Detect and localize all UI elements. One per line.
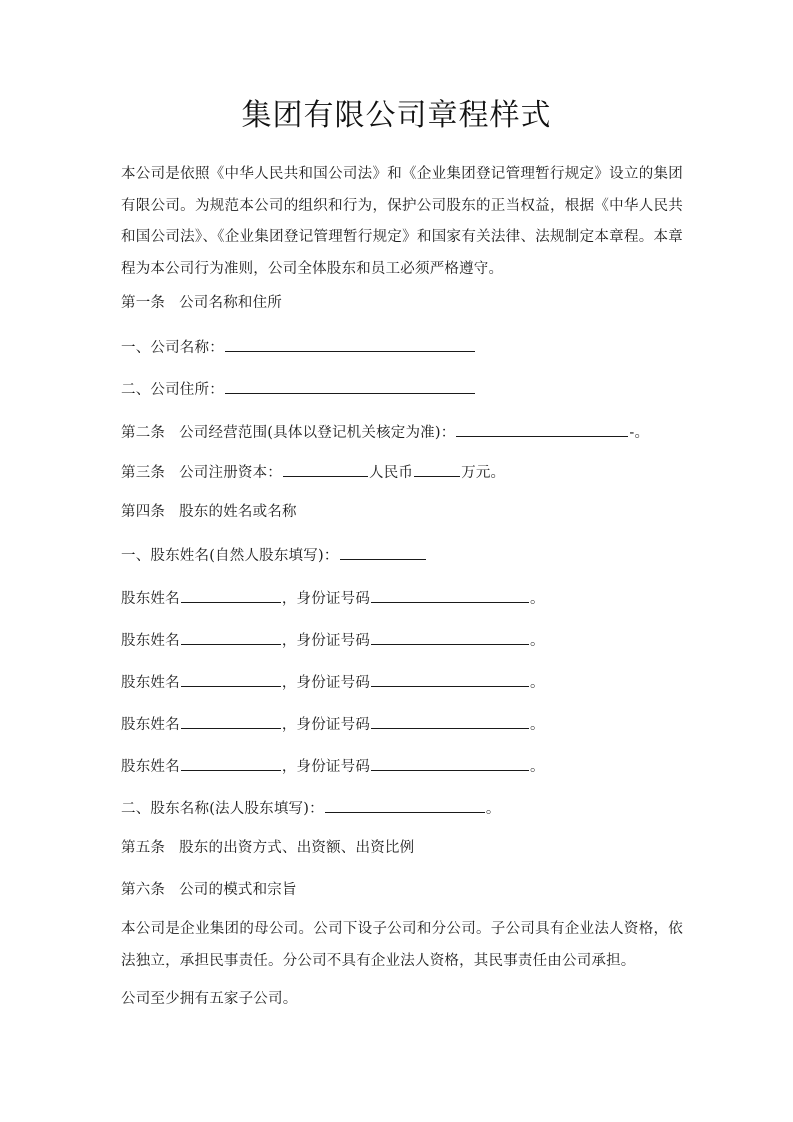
line-end: 。	[530, 591, 545, 607]
id-number-label: 身份证号码	[296, 633, 371, 649]
separator: ，	[281, 759, 297, 775]
separator: ，	[281, 633, 297, 649]
article-title: 公司的模式和宗旨	[179, 882, 297, 898]
article-3-heading	[121, 461, 505, 483]
id-number-blank[interactable]	[371, 671, 529, 687]
id-number-blank[interactable]	[371, 755, 529, 771]
capital-amount-blank[interactable]	[414, 461, 460, 477]
line-end: 。	[485, 801, 501, 817]
line-end: 。	[530, 633, 545, 649]
id-number-label: 身份证号码	[296, 759, 371, 775]
company-address-blank[interactable]	[225, 378, 475, 394]
field-label: 一、公司名称：	[121, 340, 224, 356]
shareholder-name-blank[interactable]	[181, 671, 281, 687]
company-name-field	[121, 336, 476, 358]
shareholder-row	[121, 755, 545, 777]
article-1-heading	[121, 293, 282, 313]
article-5-heading	[121, 838, 414, 858]
line-end: 。	[530, 717, 545, 733]
article-4-heading	[121, 502, 297, 522]
shareholder-name-label: 股东姓名	[121, 675, 180, 691]
document-title: 集团有限公司章程样式	[241, 98, 552, 133]
shareholder-row	[121, 671, 545, 693]
currency-label: 人民币	[369, 465, 414, 481]
article-6-body: 本公司是企业集团的母公司。公司下设子公司和分公司。子公司具有企业法人资格，依法独立，承担民事责任。分公司不具有企业法人资格，其民事责任由公司承担。	[121, 921, 683, 969]
id-number-label: 身份证号码	[296, 675, 371, 691]
intro-paragraph: 本公司是依照《中华人民共和国公司法》和《企业集团登记管理暂行规定》设立的集团有限公司。为规范本公司的组织和行为，保护公司股东的正当权益，根据《中华人民共和国公司法》、《企业集团登记管理暂行规定》和国家有关法律、法规制定本章程。本章程为本公司行为准则，公司全体股东和员工必须严格遵守。	[121, 166, 683, 277]
article-title: 公司名称和住所	[179, 295, 283, 311]
unit-label: 万元。	[461, 465, 506, 481]
article-number: 第一条	[121, 295, 166, 311]
separator: ，	[281, 591, 297, 607]
field-label: 二、公司住所：	[121, 382, 224, 398]
article-suffix: -。	[629, 425, 650, 441]
natural-shareholder-field	[121, 544, 427, 566]
separator: ，	[281, 717, 297, 733]
shareholder-name-label: 股东姓名	[121, 717, 180, 733]
shareholder-name-blank[interactable]	[181, 629, 281, 645]
id-number-label: 身份证号码	[296, 591, 371, 607]
natural-shareholder-blank[interactable]	[340, 544, 426, 560]
shareholder-name-blank[interactable]	[181, 713, 281, 729]
shareholder-row	[121, 629, 545, 651]
id-number-blank[interactable]	[371, 629, 529, 645]
article-2-heading	[121, 421, 649, 443]
shareholder-name-blank[interactable]	[181, 587, 281, 603]
field-label: 二、股东名称(法人股东填写)：	[121, 801, 324, 817]
article-number: 第二条	[121, 425, 166, 441]
shareholder-row	[121, 587, 545, 609]
field-label: 一、股东姓名(自然人股东填写)：	[121, 548, 339, 564]
separator: ，	[281, 675, 297, 691]
id-number-label: 身份证号码	[296, 717, 371, 733]
registered-capital-blank[interactable]	[283, 461, 368, 477]
id-number-blank[interactable]	[371, 587, 529, 603]
shareholder-name-label: 股东姓名	[121, 759, 180, 775]
legal-shareholder-blank[interactable]	[325, 797, 485, 813]
article-6-heading	[121, 880, 297, 900]
article-number: 第六条	[121, 882, 166, 898]
article-title: 公司经营范围(具体以登记机关核定为准)：	[179, 425, 456, 441]
article-6-note: 公司至少拥有五家子公司。	[121, 991, 298, 1007]
shareholder-name-label: 股东姓名	[121, 633, 180, 649]
shareholder-row	[121, 713, 545, 735]
business-scope-blank[interactable]	[456, 421, 628, 437]
article-number: 第四条	[121, 504, 166, 520]
id-number-blank[interactable]	[371, 713, 529, 729]
legal-shareholder-field	[121, 797, 501, 819]
shareholder-name-label: 股东姓名	[121, 591, 180, 607]
article-title: 股东的出资方式、出资额、出资比例	[179, 840, 415, 856]
article-title: 股东的姓名或名称	[179, 504, 297, 520]
company-address-field	[121, 378, 476, 400]
article-number: 第五条	[121, 840, 166, 856]
line-end: 。	[530, 759, 545, 775]
company-name-blank[interactable]	[225, 336, 475, 352]
article-title: 公司注册资本：	[179, 465, 283, 481]
shareholder-name-blank[interactable]	[181, 755, 281, 771]
article-number: 第三条	[121, 465, 166, 481]
line-end: 。	[530, 675, 545, 691]
